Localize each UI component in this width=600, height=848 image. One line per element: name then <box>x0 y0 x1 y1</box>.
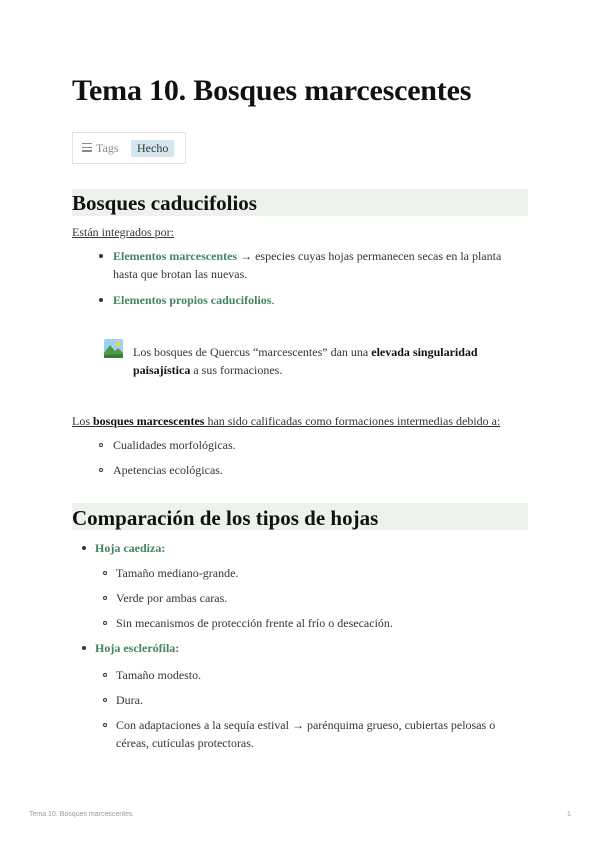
term-hoja-esclerofila: Hoja esclerófila: <box>95 641 180 655</box>
status-tag[interactable]: Hecho <box>131 140 174 157</box>
bullet-circle-icon <box>103 621 107 625</box>
bullet-icon <box>82 646 86 650</box>
bullet-circle-icon <box>103 723 107 727</box>
list-item: Dura. <box>116 693 143 707</box>
item-text: → especies cuyas hojas permanecen secas en la planta <box>237 249 502 263</box>
tags-label: Tags <box>96 141 119 155</box>
list-item: Cualidades morfológicas. <box>113 438 236 452</box>
bullet-circle-icon <box>103 596 107 600</box>
footer-title: Tema 10. Bosques marcescentes <box>29 811 133 818</box>
list-icon <box>82 143 92 153</box>
landscape-icon <box>104 339 123 358</box>
list-item: Con adaptaciones a la sequía estival → parénquima grueso, cubiertas pelosas o <box>116 718 496 732</box>
section-heading-comparacion: Comparación de los tipos de hojas <box>72 503 528 530</box>
properties-block <box>72 132 186 164</box>
bullet-circle-icon <box>103 698 107 702</box>
list-item-continuation: céreas, cutículas protectoras. <box>116 736 254 750</box>
page-title: Tema 10. Bosques marcescentes <box>72 74 472 107</box>
bullet-circle-icon <box>99 443 103 447</box>
bullet-circle-icon <box>103 673 107 677</box>
bullet-icon <box>99 298 103 302</box>
bullet-circle-icon <box>99 468 103 472</box>
callout-text-continuation: paisajística a sus formaciones. <box>133 363 283 377</box>
term-caducifolios: Elementos propios caducifolios <box>113 293 272 307</box>
list-item: Verde por ambas caras. <box>116 591 228 605</box>
list-item: Sin mecanismos de protección frente al frío o desecación. <box>116 616 393 630</box>
list-item: Tamaño mediano-grande. <box>116 566 239 580</box>
list-item: Elementos propios caducifolios. <box>113 293 275 307</box>
section-heading-caducifolios: Bosques caducifolios <box>72 189 528 216</box>
list-item <box>113 247 501 265</box>
term-marcescentes: Elementos marcescentes <box>113 249 238 263</box>
intro-text: Están integrados por: <box>72 225 174 239</box>
callout-text: Los bosques de Quercus “marcescentes” dan una elevada singularidad <box>133 345 478 359</box>
bullet-icon <box>99 254 103 258</box>
paragraph-intermedias: Los bosques marcescentes han sido calificadas como formaciones intermedias debido a: <box>72 414 501 428</box>
bullet-icon <box>82 546 86 550</box>
list-item: Apetencias ecológicas. <box>113 463 223 477</box>
bullet-circle-icon <box>103 571 107 575</box>
footer-page-number: 1 <box>567 811 571 818</box>
item-text-continuation: hasta que brotan las nuevas. <box>113 267 248 281</box>
list-item: Tamaño modesto. <box>116 668 202 682</box>
term-hoja-caediza: Hoja caediza: <box>95 541 166 555</box>
